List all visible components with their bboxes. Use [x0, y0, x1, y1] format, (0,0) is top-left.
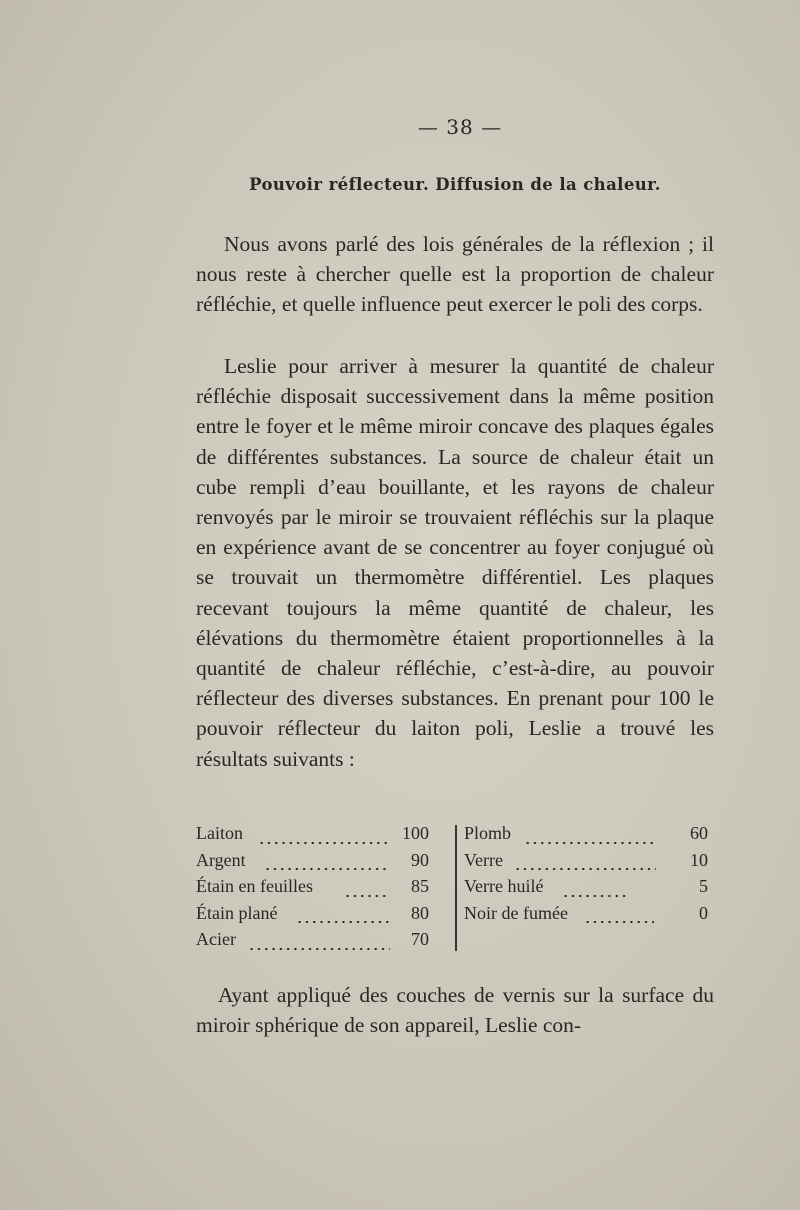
paragraph: Leslie pour arriver à mesurer la quantité de chaleur réfléchie disposait successivement dans la même position entre le foyer et le même miroir concave des plaques égales de différentes substances. La source de chaleur était un cube rempli d’eau bouillante, et les rayons de chaleur renvoyés par le miroir se trouvaient réfléchis sur la plaque en expérience avant de se concentrer au foyer conjugué où se trouvait un thermomètre différentiel. Les plaques recevant toujours la même quantité de chaleur, les élévations du thermomètre étaient proportionnelles à la quantité de chaleur réfléchie, c’est-à-dire, au pouvoir réflecteur des diverses substances. En prenant pour 100 le pouvoir réflecteur du laiton poli, Leslie a trouvé les résultats suivants :: [196, 354, 714, 771]
paragraph: Ayant appliqué des couches de vernis sur la surface du miroir sphérique de son appareil, Leslie con-: [196, 983, 714, 1038]
substance-value: 60: [690, 823, 708, 843]
substance-value: 0: [699, 902, 708, 923]
page-number: — 38 —: [417, 115, 503, 139]
dot-leader: [264, 868, 390, 870]
dot-leader: [344, 895, 390, 897]
dot-leader: [584, 921, 654, 923]
dot-leader: [296, 921, 390, 923]
substance-name: Plomb: [464, 823, 512, 843]
substance-value: 85: [411, 876, 429, 896]
substance-name: Acier: [196, 929, 236, 949]
substance-name: Noir de fumée: [464, 902, 568, 923]
dot-leader: [514, 868, 656, 870]
substance-value: 100: [402, 823, 429, 843]
substance-name: Verre huilé: [464, 876, 544, 896]
substance-value: 80: [411, 902, 429, 923]
paragraph: Nous avons parlé des lois générales de la réflexion ; il nous reste à chercher quelle est la proportion de chaleur réfléchie, et quelle influence peut exercer le poli des corps.: [196, 232, 714, 317]
substance-name: Argent: [196, 849, 246, 870]
dot-leader: [248, 948, 390, 950]
substance-name: Verre: [464, 849, 503, 870]
dot-leader: [524, 842, 654, 844]
substance-name: Étain en feuilles: [196, 876, 313, 896]
dot-leader: [562, 895, 630, 897]
substance-value: 90: [411, 849, 429, 870]
substance-value: 5: [699, 876, 708, 896]
substance-name: Étain plané: [196, 902, 278, 923]
substance-name: Laiton: [196, 823, 243, 843]
dot-leader: [258, 842, 390, 844]
table-column-divider: [455, 825, 457, 951]
section-title: Pouvoir réflecteur. Diffusion de la chaleur.: [249, 175, 661, 194]
substance-value: 10: [690, 849, 708, 870]
substance-value: 70: [411, 929, 429, 949]
